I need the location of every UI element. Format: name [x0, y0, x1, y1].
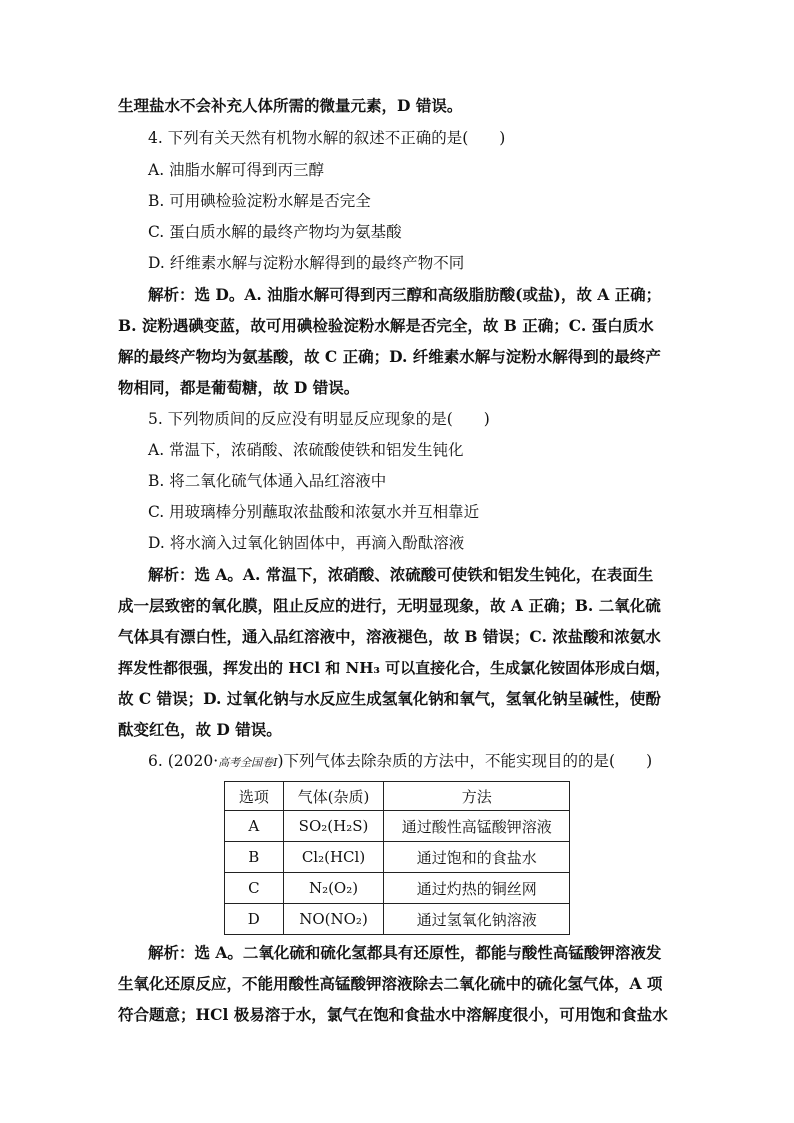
answer-analysis: 解析：选 A。二氧化硫和硫化氢都具有还原性，都能与酸性高锰酸钾溶液发: [148, 943, 662, 962]
text-line: 气体具有漂白性，通入品红溶液中，溶液褪色，故 B 错误；C. 浓盐酸和浓氨水: [118, 627, 661, 646]
text-line: 生氧化还原反应，不能用酸性高锰酸钾溶液除去二氧化硫中的硫化氢气体，A 项: [118, 974, 663, 993]
text-line: 酞变红色，故 D 错误。: [118, 720, 282, 739]
table-cell: Cl₂(HCl): [283, 842, 384, 873]
answer-analysis: 解析：选 A。A. 常温下，浓硝酸、浓硫酸可使铁和铝发生钝化，在表面生: [148, 565, 654, 584]
question-5: 5. 下列物质间的反应没有明显反应现象的是( ): [148, 410, 490, 428]
table-header: 方法: [384, 782, 570, 811]
table-cell: 通过灼热的铜丝网: [384, 873, 570, 904]
question-6-prefix: 6. (2020·: [148, 752, 219, 770]
table-cell: 通过酸性高锰酸钾溶液: [384, 811, 570, 842]
table-cell: N₂(O₂): [283, 873, 384, 904]
table-header-row: [225, 782, 570, 811]
table-header: 选项: [225, 782, 284, 811]
text-line: 解的最终产物均为氨基酸，故 C 正确；D. 纤维素水解与淀粉水解得到的最终产: [118, 347, 661, 366]
exam-source-badge: 高考全国卷Ⅰ: [218, 756, 278, 769]
option-c: C. 用玻璃棒分别蘸取浓盐酸和浓氨水并互相靠近: [148, 503, 480, 521]
answer-analysis: 解析：选 D。A. 油脂水解可得到丙三醇和高级脂肪酸(或盐)，故 A 正确；: [148, 285, 662, 304]
option-c: C. 蛋白质水解的最终产物均为氨基酸: [148, 223, 402, 241]
text-line: B. 淀粉遇碘变蓝，故可用碘检验淀粉水解是否完全，故 B 正确；C. 蛋白质水: [118, 316, 654, 335]
table-cell: D: [225, 904, 284, 935]
table-cell: NO(NO₂): [283, 904, 384, 935]
table-header: 气体(杂质): [283, 782, 384, 811]
option-a: A. 常温下，浓硝酸、浓硫酸使铁和铝发生钝化: [148, 441, 464, 459]
table-row: [225, 904, 570, 935]
table-cell: C: [225, 873, 284, 904]
text-line: 故 C 错误；D. 过氧化钠与水反应生成氢氧化钠和氧气，氢氧化钠呈碱性，使酚: [118, 689, 661, 708]
option-a: A. 油脂水解可得到丙三醇: [148, 161, 325, 179]
table-cell: A: [225, 811, 284, 842]
option-b: B. 将二氧化硫气体通入品红溶液中: [148, 472, 387, 490]
text-line: 符合题意；HCl 极易溶于水，氯气在饱和食盐水中溶解度很小，可用饱和食盐水: [118, 1005, 668, 1024]
options-table: [224, 781, 570, 935]
text-line: 成一层致密的氧化膜，阻止反应的进行，无明显现象，故 A 正确；B. 二氧化硫: [118, 596, 661, 615]
option-d: D. 将水滴入过氧化钠固体中，再滴入酚酞溶液: [148, 534, 465, 552]
text-line: 挥发性都很强，挥发出的 HCl 和 NH₃ 可以直接化合，生成氯化铵固体形成白烟，: [118, 659, 671, 677]
option-b: B. 可用碘检验淀粉水解是否完全: [148, 192, 371, 210]
table-row: [225, 873, 570, 904]
question-4: 4. 下列有关天然有机物水解的叙述不正确的是( ): [148, 129, 506, 147]
table-row: [225, 811, 570, 842]
text-line: 生理盐水不会补充人体所需的微量元素，D 错误。: [118, 96, 463, 115]
question-6: [148, 751, 708, 773]
question-6-text: )下列气体去除杂质的方法中，不能实现目的的是( ): [277, 752, 653, 770]
table-cell: B: [225, 842, 284, 873]
table-cell: 通过饱和的食盐水: [384, 842, 570, 873]
table-cell: 通过氢氧化钠溶液: [384, 904, 570, 935]
option-d: D. 纤维素水解与淀粉水解得到的最终产物不同: [148, 254, 465, 272]
table-row: [225, 842, 570, 873]
text-line: 物相同，都是葡萄糖，故 D 错误。: [118, 378, 360, 397]
table-cell: SO₂(H₂S): [283, 811, 384, 842]
